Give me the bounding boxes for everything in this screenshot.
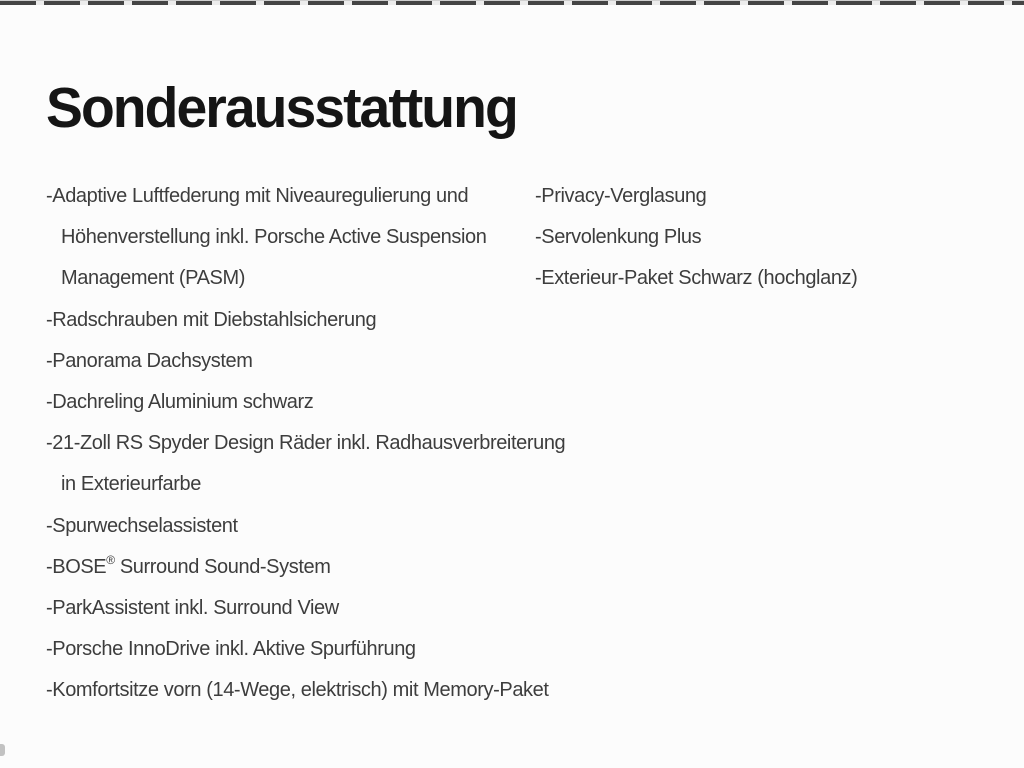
list-item-line: -Komfortsitze vorn (14-Wege, elektrisch) mit Memory-Paket xyxy=(46,679,549,702)
list-item-line: -Privacy-Verglasung xyxy=(535,185,707,207)
equipment-list-left-column xyxy=(46,176,565,711)
list-item-line: Management (PASM) xyxy=(61,267,246,290)
equipment-list-right-column xyxy=(535,176,857,300)
list-item-line: -Radschrauben mit Diebstahlsicherung xyxy=(46,308,377,331)
top-edge-border xyxy=(0,0,1024,5)
left-edge-artifact xyxy=(0,744,5,756)
list-item-line: -Porsche InnoDrive inkl. Aktive Spurführung xyxy=(46,638,416,661)
page-title: Sonderausstattung xyxy=(46,76,517,140)
list-item-line: -Dachreling Aluminium schwarz xyxy=(46,390,314,413)
registered-trademark-symbol: ® xyxy=(106,553,115,568)
list-item-line: in Exterieurfarbe xyxy=(61,473,201,496)
list-item-line: -Panorama Dachsystem xyxy=(46,349,253,372)
list-item-line: Höhenverstellung inkl. Porsche Active Suspension xyxy=(61,226,487,249)
list-item-line: -ParkAssistent inkl. Surround View xyxy=(46,596,339,619)
list-item-line: -Servolenkung Plus xyxy=(535,226,702,249)
list-item-line: -Adaptive Luftfederung mit Niveauregulierung und xyxy=(46,185,469,207)
list-item-line: -Exterieur-Paket Schwarz (hochglanz) xyxy=(535,267,858,290)
list-item-line: -BOSE® Surround Sound-System xyxy=(46,553,331,578)
list-item-line: -Spurwechselassistent xyxy=(46,514,238,537)
list-item-line: -21-Zoll RS Spyder Design Räder inkl. Radhausverbreiterung xyxy=(46,432,566,455)
